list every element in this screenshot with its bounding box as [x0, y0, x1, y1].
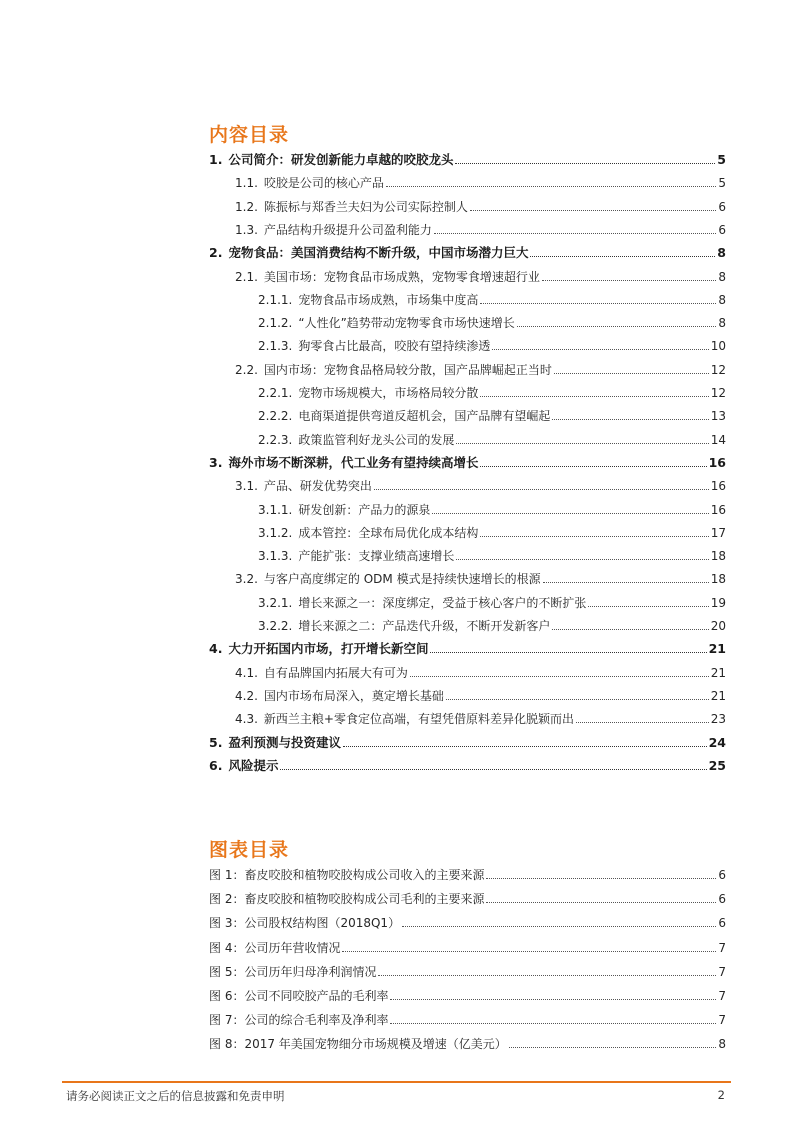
entry-number: 1.3.	[235, 222, 258, 237]
entry-label: 图 2：畜皮咬胶和植物咬胶构成公司毛利的主要来源	[209, 892, 485, 907]
entry-label: 产品结构升级提升公司盈利能力	[263, 222, 432, 237]
entry-label: 增长来源之一：深度绑定，受益于核心客户的不断扩张	[298, 595, 587, 610]
entry-page-number: 7	[718, 964, 726, 979]
entry-text	[209, 989, 388, 1003]
entry-text	[258, 386, 478, 400]
entry-text	[209, 759, 278, 773]
entry-label: 增长来源之二：产品迭代升级，不断开发新客户	[298, 619, 551, 633]
entry-label: 图 1：畜皮咬胶和植物咬胶构成公司收入的主要来源	[209, 868, 485, 882]
dot-leader	[390, 999, 716, 1000]
entry-page-number: 7	[718, 940, 726, 955]
entry-label: 国内市场：宠物食品格局较分散，国产品牌崛起正当时	[263, 362, 552, 377]
entry-text	[258, 433, 454, 447]
entry-page-number: 8	[718, 269, 726, 284]
dot-leader	[576, 722, 709, 723]
entry-text	[209, 941, 340, 955]
figure-entry[interactable]	[209, 1033, 726, 1051]
dot-leader	[486, 878, 716, 879]
toc-chapter[interactable]	[209, 242, 726, 260]
dot-leader	[386, 186, 716, 187]
dot-leader	[343, 746, 707, 747]
entry-number: 3.2.2.	[258, 619, 293, 633]
entry-text	[209, 916, 400, 930]
entry-text	[235, 689, 444, 703]
entry-text	[235, 572, 541, 586]
entry-page-number: 10	[710, 339, 726, 354]
toc-subsection[interactable]	[258, 312, 726, 330]
dot-leader	[456, 443, 708, 444]
toc-subsection[interactable]	[258, 545, 726, 563]
entry-page-number: 20	[710, 619, 726, 633]
entry-label: 盈利预测与投资建议	[228, 734, 341, 750]
entry-number: 5.	[209, 734, 223, 750]
entry-text	[209, 1013, 388, 1027]
entry-page-number: 5	[718, 176, 726, 191]
dot-leader	[430, 652, 706, 653]
entry-text	[258, 503, 430, 517]
entry-label: 电商渠道提供弯道反超机会，国产品牌有望崛起	[298, 409, 551, 424]
entry-number: 2.1.1.	[258, 292, 293, 307]
entry-number: 2.1.3.	[258, 339, 293, 354]
entry-text	[209, 736, 341, 750]
toc-subsection[interactable]	[258, 289, 726, 307]
entry-label: 图 8：2017 年美国宠物细分市场规模及增速（亿美元）	[209, 1037, 507, 1052]
entry-label: “人性化”趋势带动宠物零食市场快速增长	[298, 316, 515, 331]
dot-leader	[480, 536, 708, 537]
entry-text	[209, 1037, 507, 1051]
entry-text	[235, 479, 372, 493]
entry-page-number: 21	[708, 641, 726, 657]
entry-text	[258, 526, 478, 540]
entry-number: 1.2.	[235, 199, 258, 214]
entry-text	[209, 642, 428, 656]
dot-leader	[455, 163, 715, 164]
entry-label: 国内市场布局深入，奠定增长基础	[263, 688, 444, 703]
entry-label: 自有品牌国内拓展大有可为	[263, 665, 408, 680]
entry-label: 图 3：公司股权结构图（2018Q1）	[209, 916, 401, 931]
entry-text	[209, 892, 484, 906]
entry-number: 3.1.2.	[258, 525, 293, 540]
entry-label: 大力开拓国内市场，打开增长新空间	[228, 641, 429, 657]
entry-page-number: 6	[718, 892, 726, 907]
entry-page-number: 19	[710, 595, 726, 610]
toc-subsection[interactable]	[258, 382, 726, 400]
dot-leader	[402, 926, 716, 927]
entry-number: 3.1.	[235, 479, 258, 494]
entry-page-number: 18	[710, 572, 726, 587]
toc-section[interactable]	[235, 196, 726, 214]
entry-label: 产品、研发优势突出	[263, 479, 372, 494]
toc-section[interactable]	[235, 475, 726, 493]
entry-label: 图 7：公司的综合毛利率及净利率	[209, 1013, 389, 1028]
entry-text	[209, 153, 453, 167]
entry-text	[258, 339, 490, 353]
entry-page-number: 6	[718, 199, 726, 214]
entry-page-number: 16	[708, 454, 726, 470]
dot-leader	[543, 582, 709, 583]
entry-text	[235, 200, 468, 214]
entry-label: 图 6：公司不同咬胶产品的毛利率	[209, 989, 389, 1003]
figure-entry[interactable]	[209, 1009, 726, 1027]
toc-section[interactable]	[235, 685, 726, 703]
entry-text	[235, 712, 574, 726]
entry-number: 2.1.2.	[258, 316, 293, 331]
entry-text	[258, 619, 550, 633]
dot-leader	[410, 676, 709, 677]
entry-page-number: 7	[718, 1013, 726, 1028]
entry-number: 2.2.3.	[258, 432, 293, 447]
entry-label: 海外市场不断深耕，代工业务有望持续高增长	[228, 454, 479, 470]
figure-entry[interactable]	[209, 937, 726, 955]
dot-leader	[530, 256, 715, 257]
entry-label: 风险提示	[228, 757, 279, 773]
entry-text	[209, 246, 528, 260]
toc-subsection[interactable]	[258, 405, 726, 423]
toc-subsection[interactable]	[258, 429, 726, 447]
entry-text	[209, 965, 376, 979]
entry-number: 1.	[209, 152, 223, 167]
entry-text	[209, 456, 478, 470]
dot-leader	[342, 951, 716, 952]
entry-label: 新西兰主粮+零食定位高端，有望凭借原料差异化脱颖而出	[263, 712, 574, 727]
toc-chapter[interactable]	[209, 452, 726, 470]
dot-leader	[480, 303, 716, 304]
entry-label: 图 5：公司历年归母净利润情况	[209, 964, 377, 979]
entry-page-number: 5	[717, 152, 726, 167]
entry-label: 宠物市场规模大，市场格局较分散	[298, 386, 479, 400]
dot-leader	[480, 466, 706, 467]
entry-text	[258, 549, 454, 563]
entry-number: 2.2.	[235, 362, 258, 377]
toc-chapter[interactable]	[209, 149, 726, 167]
entry-number: 1.1.	[235, 176, 258, 191]
figures-title: 图表目录	[209, 839, 290, 861]
entry-page-number: 16	[710, 479, 726, 494]
figure-entry[interactable]	[209, 912, 726, 930]
entry-page-number: 7	[718, 989, 726, 1003]
entry-page-number: 18	[710, 549, 726, 564]
entry-page-number: 8	[718, 292, 726, 307]
entry-page-number: 12	[710, 362, 726, 377]
entry-label: 产能扩张：支撑业绩高速增长	[298, 549, 455, 564]
entry-text	[258, 316, 515, 330]
entry-label: 与客户高度绑定的 ODM 模式是持续快速增长的根源	[263, 572, 541, 587]
entry-label: 美国市场：宠物食品市场成熟，宠物零食增速超行业	[263, 269, 540, 284]
dot-leader	[470, 210, 716, 211]
dot-leader	[492, 349, 708, 350]
entry-page-number: 23	[710, 712, 726, 727]
entry-label: 宠物食品：美国消费结构不断升级，中国市场潜力巨大	[228, 245, 529, 261]
toc-section[interactable]	[235, 219, 726, 237]
entry-text	[235, 176, 384, 190]
toc-section[interactable]	[235, 172, 726, 190]
entry-label: 成本管控：全球布局优化成本结构	[298, 525, 479, 540]
toc-section[interactable]	[235, 708, 726, 726]
footer-divider	[62, 1081, 731, 1083]
entry-text	[258, 596, 586, 610]
entry-number: 4.	[209, 641, 223, 657]
entry-label: 图 4：公司历年营收情况	[209, 940, 341, 955]
dot-leader	[432, 513, 708, 514]
entry-number: 3.2.	[235, 572, 258, 587]
entry-number: 6.	[209, 757, 223, 773]
dot-leader	[552, 419, 708, 420]
toc-chapter[interactable]	[209, 638, 726, 656]
dot-leader	[552, 629, 708, 630]
dot-leader	[517, 326, 717, 327]
toc-subsection[interactable]	[258, 499, 726, 517]
entry-text	[235, 363, 552, 377]
entry-number: 2.	[209, 245, 223, 261]
dot-leader	[434, 233, 716, 234]
dot-leader	[480, 396, 708, 397]
entry-page-number: 16	[710, 502, 726, 517]
toc-section[interactable]	[235, 568, 726, 586]
entry-label: 咬胶是公司的核心产品	[263, 176, 384, 191]
toc-title: 内容目录	[209, 124, 290, 146]
entry-page-number: 6	[718, 916, 726, 931]
entry-page-number: 14	[710, 432, 726, 447]
entry-page-number: 17	[710, 525, 726, 540]
entry-label: 狗零食占比最高，咬胶有望持续渗透	[298, 339, 491, 354]
entry-page-number: 21	[710, 688, 726, 703]
entry-number: 3.2.1.	[258, 595, 293, 610]
figure-entry[interactable]	[209, 961, 726, 979]
entry-page-number: 13	[710, 409, 726, 424]
entry-number: 3.1.1.	[258, 502, 293, 517]
dot-leader	[390, 1023, 716, 1024]
toc-subsection[interactable]	[258, 335, 726, 353]
toc-subsection[interactable]	[258, 615, 726, 633]
dot-leader	[588, 606, 708, 607]
entry-number: 3.	[209, 454, 223, 470]
entry-number: 2.2.1.	[258, 386, 293, 400]
entry-number: 2.2.2.	[258, 409, 293, 424]
toc-section[interactable]	[235, 266, 726, 284]
dot-leader	[554, 373, 709, 374]
dot-leader	[374, 489, 709, 490]
entry-page-number: 24	[708, 734, 726, 750]
entry-text	[235, 270, 540, 284]
entry-page-number: 6	[718, 868, 726, 882]
entry-text	[235, 666, 408, 680]
toc-section[interactable]	[235, 662, 726, 680]
entry-page-number: 8	[718, 316, 726, 331]
toc-subsection[interactable]	[258, 522, 726, 540]
entry-label: 公司简介：研发创新能力卓越的咬胶龙头	[228, 152, 454, 167]
entry-number: 4.3.	[235, 712, 258, 727]
entry-page-number: 8	[717, 245, 726, 261]
figure-entry[interactable]	[209, 985, 726, 1003]
entry-number: 4.2.	[235, 688, 258, 703]
footer-disclaimer: 请务必阅读正文之后的信息披露和免责申明	[66, 1089, 285, 1103]
entry-text	[258, 293, 478, 307]
dot-leader	[378, 975, 716, 976]
entry-text	[258, 409, 550, 423]
footer-page-number: 2	[717, 1088, 725, 1102]
entry-label: 研发创新：产品力的源泉	[298, 502, 431, 517]
dot-leader	[456, 559, 708, 560]
toc-section[interactable]	[235, 359, 726, 377]
entry-text	[209, 868, 484, 882]
dot-leader	[542, 280, 716, 281]
figure-entry[interactable]	[209, 888, 726, 906]
entry-number: 2.1.	[235, 269, 258, 284]
entry-label: 宠物食品市场成熟，市场集中度高	[298, 292, 479, 307]
entry-page-number: 25	[708, 757, 726, 773]
entry-page-number: 12	[710, 386, 726, 400]
figure-entry[interactable]	[209, 864, 726, 882]
entry-text	[235, 223, 432, 237]
dot-leader	[509, 1047, 717, 1048]
entry-page-number: 6	[718, 222, 726, 237]
dot-leader	[280, 769, 706, 770]
toc-subsection[interactable]	[258, 592, 726, 610]
entry-number: 4.1.	[235, 665, 258, 680]
entry-label: 陈振标与郑香兰夫妇为公司实际控制人	[263, 199, 468, 214]
dot-leader	[446, 699, 709, 700]
toc-chapter[interactable]	[209, 732, 726, 750]
entry-page-number: 8	[718, 1037, 726, 1052]
entry-number: 3.1.3.	[258, 549, 293, 564]
toc-chapter[interactable]	[209, 755, 726, 773]
entry-page-number: 21	[710, 665, 726, 680]
dot-leader	[486, 902, 716, 903]
entry-label: 政策监管利好龙头公司的发展	[298, 432, 455, 447]
